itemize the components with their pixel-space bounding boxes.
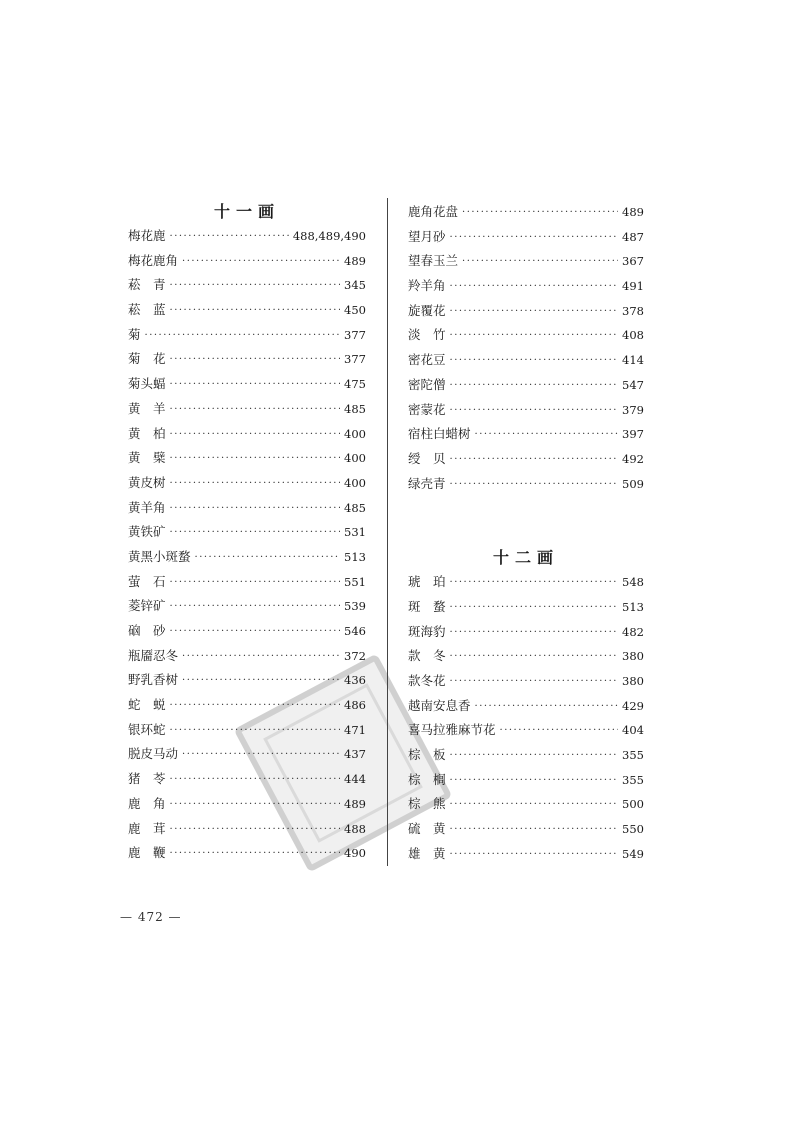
entry-term: 黄黑小斑蝥: [128, 548, 191, 564]
index-entry: [128, 817, 366, 842]
leader-dots: [170, 620, 341, 645]
entry-page-ref: 429: [622, 698, 644, 713]
entry-term: 望月砂: [408, 228, 446, 244]
leader-dots: [145, 324, 341, 349]
leader-dots: [170, 348, 341, 373]
entry-page-ref: 380: [622, 649, 644, 664]
leader-dots: [170, 472, 341, 497]
leader-dots: [170, 571, 341, 596]
left-column: [128, 200, 366, 866]
entry-term: 硇 砂: [128, 623, 166, 638]
leader-dots: [475, 423, 619, 448]
entry-term: 斑 蝥: [408, 598, 446, 614]
entry-term: 越南安息香: [408, 697, 471, 713]
entry-term: 鹿 角: [128, 795, 166, 811]
entry-page-ref: 539: [344, 599, 366, 614]
index-entry: [128, 347, 366, 372]
leader-dots: [450, 744, 619, 769]
index-entry: [408, 570, 644, 595]
entry-term: 梅花鹿: [128, 228, 166, 243]
leader-dots: [170, 595, 341, 620]
index-entry: [408, 694, 644, 719]
leader-dots: [450, 596, 619, 621]
entry-page-ref: 492: [622, 451, 644, 466]
entry-term: 萤 石: [128, 573, 166, 589]
entry-page-ref: 551: [344, 574, 366, 589]
entry-term: 棕 熊: [408, 796, 446, 812]
entry-page-ref: 437: [344, 747, 366, 762]
index-entry: [128, 298, 366, 323]
leader-dots: [450, 818, 619, 843]
entry-term: 望春玉兰: [408, 253, 459, 269]
leader-dots: [170, 521, 341, 546]
entry-term: 淡 竹: [408, 327, 446, 343]
index-entry: [128, 446, 366, 471]
right-entry-list-top: [408, 200, 644, 496]
leader-dots: [450, 300, 619, 325]
leader-dots: [475, 695, 619, 720]
index-entry: [408, 249, 644, 274]
index-entry: [128, 718, 366, 743]
index-entry: [128, 767, 366, 792]
leader-dots: [170, 842, 341, 867]
entry-term: 菊: [128, 326, 141, 342]
entry-term: 鹿 茸: [128, 820, 166, 836]
index-entry: [408, 225, 644, 250]
entry-term: 款冬花: [408, 673, 446, 688]
entry-term: 密蒙花: [408, 401, 446, 417]
entry-term: 棕 榈: [408, 771, 446, 787]
entry-page-ref: 355: [622, 748, 644, 763]
leader-dots: [182, 250, 340, 275]
leader-dots: [500, 719, 619, 744]
leader-dots: [170, 793, 341, 818]
index-entry: [128, 619, 366, 644]
entry-page-ref: 482: [622, 624, 644, 639]
entry-page-ref: 345: [344, 278, 366, 293]
leader-dots: [450, 399, 619, 424]
entry-page-ref: 378: [622, 303, 644, 318]
leader-dots: [170, 299, 341, 324]
entry-page-ref: 404: [622, 723, 644, 738]
leader-dots: [450, 374, 619, 399]
leader-dots: [450, 621, 619, 646]
entry-term: 硫 黄: [408, 821, 446, 837]
leader-dots: [182, 743, 340, 768]
entry-page-ref: 436: [344, 673, 366, 688]
index-entry: [128, 742, 366, 767]
index-entry: [128, 594, 366, 619]
index-entry: [128, 644, 366, 669]
index-entry: [408, 817, 644, 842]
entry-page-ref: 377: [344, 327, 366, 342]
index-entry: [408, 348, 644, 373]
entry-term: 密花豆: [408, 352, 446, 368]
index-entry: [408, 595, 644, 620]
index-entry: [408, 299, 644, 324]
entry-page-ref: 488,489,490: [292, 229, 366, 243]
section-title-12-strokes: 十二画: [492, 548, 559, 568]
index-entry: [408, 373, 644, 398]
entry-page-ref: 550: [622, 822, 644, 837]
entry-page-ref: 380: [622, 674, 644, 688]
leader-dots: [170, 447, 341, 472]
entry-page-ref: 547: [622, 377, 644, 392]
entry-page-ref: 397: [622, 427, 644, 442]
entry-page-ref: 509: [622, 476, 644, 491]
entry-term: 脱皮马动: [128, 746, 179, 762]
entry-term: 羚羊角: [408, 278, 446, 294]
entry-term: 蛇 蜕: [128, 697, 166, 713]
entry-term: 菘 蓝: [128, 302, 166, 318]
entry-term: 黄羊角: [128, 499, 166, 515]
index-entry: [408, 398, 644, 423]
index-entry: [408, 718, 644, 743]
index-entry: [128, 570, 366, 595]
entry-page-ref: 489: [344, 796, 366, 811]
entry-page-ref: 491: [622, 279, 644, 294]
entry-page-ref: 549: [622, 846, 644, 861]
entry-term: 猪 苓: [128, 771, 166, 787]
entry-term: 斑海豹: [408, 623, 446, 639]
entry-page-ref: 487: [622, 229, 644, 244]
index-entry: [128, 224, 366, 249]
entry-page-ref: 513: [622, 599, 644, 614]
entry-term: 黄 羊: [128, 400, 166, 416]
entry-page-ref: 450: [344, 303, 366, 318]
entry-page-ref: 414: [622, 353, 644, 368]
page-number: — 472 —: [120, 910, 182, 924]
entry-page-ref: 444: [344, 772, 366, 787]
leader-dots: [450, 645, 619, 670]
index-entry: [128, 323, 366, 348]
leader-dots: [170, 225, 289, 250]
leader-dots: [462, 201, 618, 226]
index-entry: [128, 693, 366, 718]
index-entry: [128, 397, 366, 422]
entry-term: 琥 珀: [408, 574, 446, 590]
leader-dots: [182, 645, 340, 670]
entry-page-ref: 513: [344, 549, 366, 564]
index-entry: [408, 743, 644, 768]
index-entry: [408, 842, 644, 867]
right-entry-list-bottom: [408, 570, 644, 866]
leader-dots: [450, 324, 619, 349]
entry-page-ref: 471: [344, 722, 366, 737]
entry-page-ref: 400: [344, 426, 366, 441]
index-entry: [408, 274, 644, 299]
leader-dots: [462, 250, 618, 275]
entry-term: 密陀僧: [408, 376, 446, 392]
entry-page-ref: 488: [344, 821, 366, 836]
leader-dots: [450, 473, 619, 498]
leader-dots: [170, 398, 341, 423]
leader-dots: [170, 373, 341, 398]
leader-dots: [450, 843, 619, 868]
index-entry: [128, 372, 366, 397]
entry-term: 黄铁矿: [128, 524, 166, 540]
index-entry: [408, 200, 644, 225]
entry-term: 雄 黄: [408, 845, 446, 861]
leader-dots: [450, 226, 619, 251]
entry-page-ref: 475: [344, 377, 366, 392]
entry-term: 鹿 鞭: [128, 845, 166, 861]
index-entry: [408, 669, 644, 694]
entry-term: 黄 檗: [128, 450, 166, 466]
entry-term: 绶 贝: [408, 450, 446, 466]
index-entry: [128, 520, 366, 545]
index-entry: [128, 841, 366, 866]
entry-page-ref: 379: [622, 402, 644, 417]
leader-dots: [182, 669, 340, 694]
entry-page-ref: 546: [344, 624, 366, 638]
entry-term: 鹿角花盘: [408, 204, 459, 219]
entry-page-ref: 548: [622, 575, 644, 590]
index-entry: [128, 668, 366, 693]
entry-page-ref: 489: [344, 253, 366, 268]
entry-page-ref: 485: [344, 500, 366, 515]
index-entry: [408, 422, 644, 447]
index-entry: [408, 620, 644, 645]
leader-dots: [170, 818, 341, 843]
right-column: [408, 200, 644, 867]
entry-term: 喜马拉雅麻节花: [408, 722, 496, 738]
entry-page-ref: 355: [622, 772, 644, 787]
index-entry: [408, 323, 644, 348]
index-entry: [408, 472, 644, 497]
entry-term: 菊 花: [128, 351, 166, 367]
leader-dots: [450, 275, 619, 300]
index-entry: [128, 545, 366, 570]
entry-term: 黄皮树: [128, 474, 166, 490]
entry-term: 菊头蝠: [128, 376, 166, 392]
leader-dots: [450, 448, 619, 473]
leader-dots: [195, 546, 341, 571]
entry-term: 银环蛇: [128, 721, 166, 737]
entry-term: 菘 青: [128, 277, 166, 293]
leader-dots: [170, 768, 341, 793]
entry-page-ref: 372: [344, 648, 366, 663]
leader-dots: [170, 423, 341, 448]
entry-page-ref: 400: [344, 451, 366, 466]
entry-term: 野乳香树: [128, 672, 179, 688]
index-entry: [128, 792, 366, 817]
entry-term: 宿柱白蜡树: [408, 426, 471, 442]
index-entry: [408, 792, 644, 817]
entry-term: 梅花鹿角: [128, 252, 179, 268]
section-title-11-strokes: 十一画: [213, 202, 280, 221]
index-entry: [408, 768, 644, 793]
entry-page-ref: 486: [344, 698, 366, 713]
left-entry-list: [128, 224, 366, 866]
leader-dots: [170, 274, 341, 299]
entry-page-ref: 485: [344, 401, 366, 416]
index-entry: [128, 249, 366, 274]
entry-page-ref: 367: [622, 254, 644, 269]
entry-term: 款 冬: [408, 648, 446, 664]
entry-page-ref: 408: [622, 328, 644, 343]
entry-page-ref: 489: [622, 205, 644, 219]
leader-dots: [170, 694, 341, 719]
entry-page-ref: 500: [622, 797, 644, 812]
index-entry: [128, 496, 366, 521]
index-entry: [408, 447, 644, 472]
index-entry: [128, 273, 366, 298]
leader-dots: [450, 769, 619, 794]
entry-term: 黄 柏: [128, 425, 166, 441]
column-divider: [387, 198, 388, 866]
entry-page-ref: 400: [344, 475, 366, 490]
entry-term: 旋覆花: [408, 302, 446, 318]
entry-page-ref: 531: [344, 525, 366, 540]
leader-dots: [450, 349, 619, 374]
entry-term: 棕 板: [408, 747, 446, 763]
leader-dots: [450, 793, 619, 818]
entry-term: 绿壳青: [408, 475, 446, 491]
entry-page-ref: 377: [344, 352, 366, 367]
index-entry: [408, 644, 644, 669]
leader-dots: [170, 497, 341, 522]
index-entry: [128, 422, 366, 447]
entry-term: 瓶靥忍冬: [128, 647, 179, 663]
leader-dots: [450, 571, 619, 596]
entry-term: 菱锌矿: [128, 598, 166, 614]
entry-page-ref: 490: [344, 846, 366, 861]
leader-dots: [450, 670, 619, 695]
index-entry: [128, 471, 366, 496]
leader-dots: [170, 719, 341, 744]
